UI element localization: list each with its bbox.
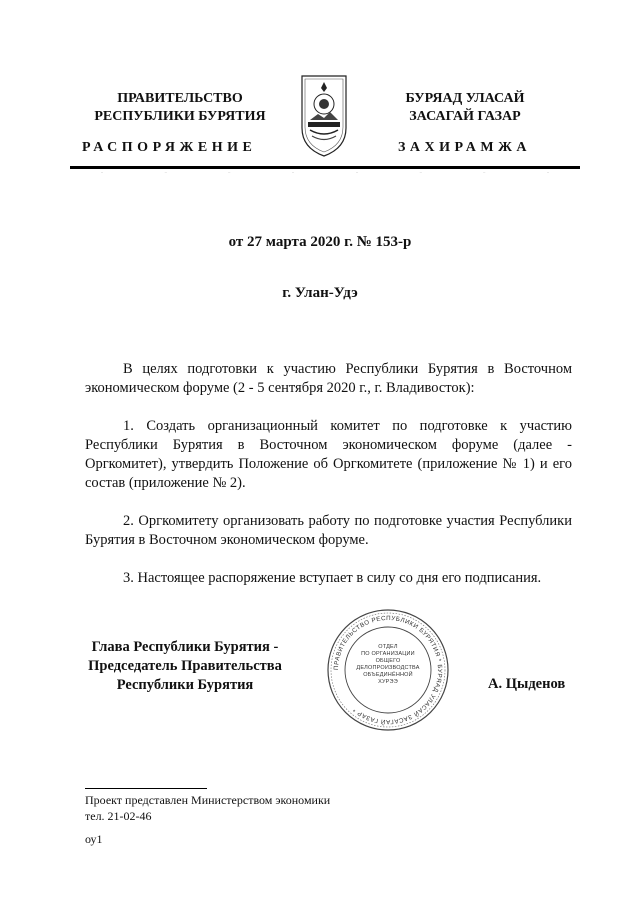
signatory-title-line3: Республики Бурятия <box>116 677 254 693</box>
footer-note-line1: Проект представлен Министерством экономики <box>85 793 331 807</box>
stamp-line: ПО ОРГАНИЗАЦИИ <box>361 651 415 657</box>
document-body <box>85 360 572 607</box>
stamp-line: ОБЪЕДИНЁННОЙ <box>363 672 413 678</box>
stamp-line: ОБЩЕГО <box>375 658 401 664</box>
header-right <box>350 90 580 126</box>
doc-kind-right: ЗАХИРАМЖА <box>398 140 532 155</box>
stamp-line: ОТДЕЛ <box>378 644 398 650</box>
document-city: г. Улан-Удэ <box>282 285 358 301</box>
footer-note <box>85 792 330 824</box>
stamp-line: ДЕЛОПРОИЗВОДСТВА <box>356 665 420 671</box>
header-left-line1: ПРАВИТЕЛЬСТВО <box>117 91 243 106</box>
coat-of-arms-icon <box>296 70 352 160</box>
signatory-title <box>75 638 295 695</box>
doc-kind-left: РАСПОРЯЖЕНИЕ <box>82 140 257 155</box>
stamp-ring-text: ПРАВИТЕЛЬСТВО РЕСПУБЛИКИ БУРЯТИЯ * БУРЯАД УЛАСАЙ ЗАСАГАЙ ГАЗАР * <box>332 614 444 726</box>
signatory-title-line1: Глава Республики Бурятия - <box>91 639 279 655</box>
paragraph-item-2: 2. Оргкомитету организовать работу по подготовке участия Республики Бурятия в Восточном экономическом форуме. <box>85 513 572 548</box>
paragraph-item-1: 1. Создать организационный комитет по подготовке к участию Республики Бурятия в Восточном экономическом форуме (далее - Оргкомитет), утвердить Положение об Оргкомитете (приложение № 1) и его состав (приложение № 2). <box>85 418 572 491</box>
paragraph-preamble: В целях подготовки к участию Республики Бурятия в Восточном экономическом форуме (2 - 5 сентября 2020 г., г. Владивосток): <box>85 361 572 396</box>
stamp-line: ХУРЭЭ <box>378 679 398 685</box>
header-right-line1: БУРЯАД УЛАСАЙ <box>405 91 525 106</box>
stamp-center-text <box>352 644 424 686</box>
signatory-title-line2: Председатель Правительства <box>88 658 282 674</box>
header-left <box>65 90 295 126</box>
header-divider <box>70 166 580 169</box>
footer-code: оу1 <box>85 832 103 846</box>
footer-divider <box>85 788 207 789</box>
footer-note-line2: тел. 21-02-46 <box>85 809 152 823</box>
document-date-number: от 27 марта 2020 г. № 153-р <box>228 234 412 250</box>
header-dotted-line: ¨ ¨ ¨ ¨ ¨ ¨ ¨ ¨ <box>100 172 550 178</box>
paragraph-item-3: 3. Настоящее распоряжение вступает в силу со дня его подписания. <box>123 570 542 586</box>
header-right-line2: ЗАСАГАЙ ГАЗАР <box>409 109 521 124</box>
header-left-line2: РЕСПУБЛИКИ БУРЯТИЯ <box>94 109 266 124</box>
signatory-name: А. Цыденов <box>488 676 566 692</box>
